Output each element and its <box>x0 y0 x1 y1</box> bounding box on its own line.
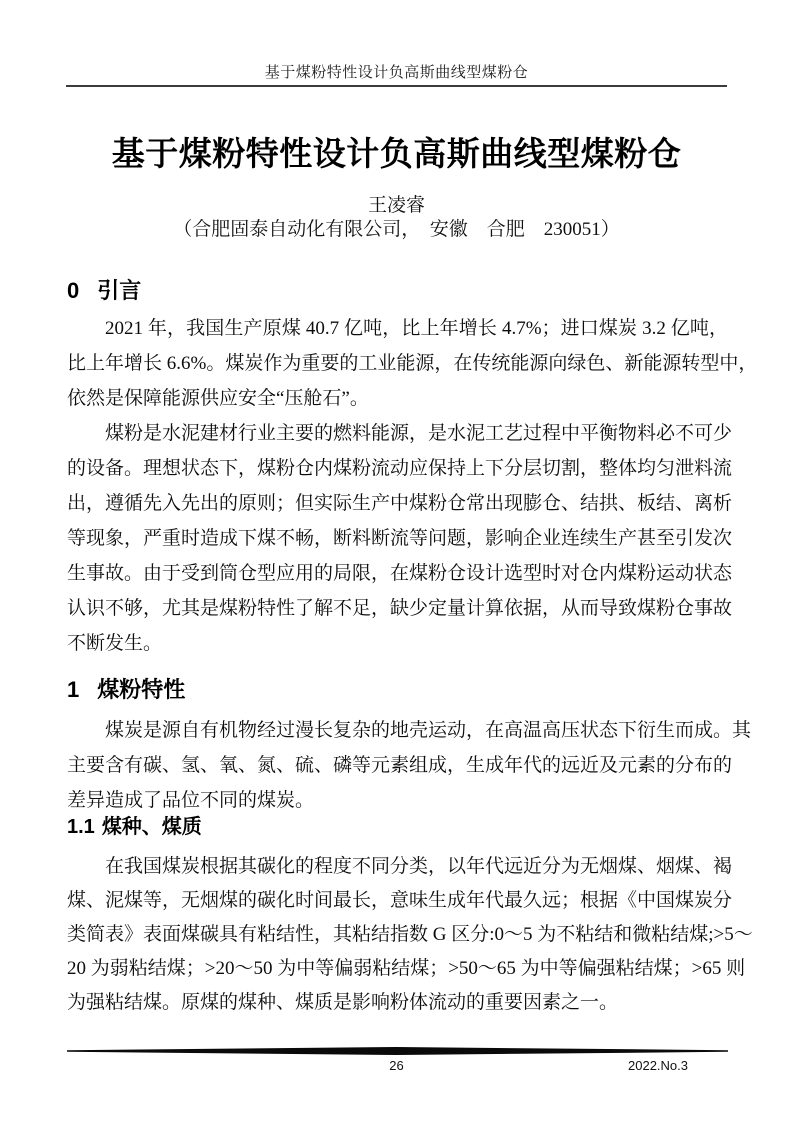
paragraph-line: 依然是保障能源供应安全“压舱石”。 <box>67 388 369 409</box>
section-heading-1 <box>67 678 185 702</box>
section-title: 引言 <box>97 278 142 303</box>
running-title: 基于煤粉特性设计负高斯曲线型煤粉仓 <box>264 65 529 81</box>
paragraph-line: 煤、泥煤等，无烟煤的碳化时间最长，意味生成年代最久远；根据《中国煤炭分 <box>67 890 733 911</box>
section-heading-0 <box>67 279 141 303</box>
section-title: 煤粉特性 <box>97 677 186 702</box>
page-number: 26 <box>389 1058 404 1073</box>
issue-label: 2022.No.3 <box>628 1058 688 1073</box>
paragraph-line: 主要含有碳、氢、氧、氮、硫、磷等元素组成，生成年代的远近及元素的分布的 <box>67 755 733 776</box>
article-title: 基于煤粉特性设计负高斯曲线型煤粉仓 <box>111 135 682 172</box>
paragraph-line: 差异造成了品位不同的煤炭。 <box>67 790 315 811</box>
section-number: 1 <box>67 677 80 702</box>
paragraph-line: 类简表》表面煤碳具有粘结性，其粘结指数 G 区分:0～5 为不粘结和微粘结煤;>5～ <box>67 924 753 945</box>
author-affiliation: （合肥固泰自动化有限公司， 安徽 合肥 230051） <box>173 219 620 240</box>
paragraph-line: 出，遵循先入先出的原则；但实际生产中煤粉仓常出现膨仓、结拱、板结、离析 <box>67 493 733 514</box>
paragraph-intro-1 <box>67 311 758 416</box>
paragraph-line: 不断发生。 <box>67 633 163 654</box>
paragraph-line: 为强粘结煤。原煤的煤种、煤质是影响粉体流动的重要因素之一。 <box>67 992 619 1013</box>
paragraph-line: 煤炭是源自有机物经过漫长复杂的地壳运动，在高温高压状态下衍生而成。其 <box>105 720 752 741</box>
paragraph-line: 生事故。由于受到筒仓型应用的局限，在煤粉仓设计选型时对仓内煤粉运动状态 <box>67 563 733 584</box>
paragraph-section-1 <box>67 713 752 818</box>
footer-tapered-rule <box>67 1047 728 1055</box>
author-name: 王凌睿 <box>367 195 425 216</box>
paragraph-line: 等现象，严重时造成下煤不畅，断料断流等问题，影响企业连续生产甚至引发次 <box>67 528 733 549</box>
paragraph-line: 的设备。理想状态下，煤粉仓内煤粉流动应保持上下分层切割，整体均匀泄料流 <box>67 458 733 479</box>
paragraph-line: 20 为弱粘结煤；>20～50 为中等偏弱粘结煤；>50～65 为中等偏强粘结煤；>65 则 <box>67 958 746 979</box>
section-number: 0 <box>67 278 80 303</box>
paragraph-line: 比上年增长 6.6%。煤炭作为重要的工业能源，在传统能源向绿色、新能源转型中， <box>67 353 758 374</box>
paragraph-line: 在我国煤炭根据其碳化的程度不同分类，以年代远近分为无烟煤、烟煤、褐 <box>105 856 733 877</box>
paragraph-intro-2 <box>67 416 733 661</box>
paragraph-section-1-1 <box>67 850 753 1020</box>
paragraph-line: 煤粉是水泥建材行业主要的燃料能源，是水泥工艺过程中平衡物料必不可少 <box>105 423 733 444</box>
paragraph-line: 2021 年，我国生产原煤 40.7 亿吨，比上年增长 4.7%；进口煤炭 3.2 亿吨， <box>105 318 728 339</box>
section-heading-1-1 <box>67 816 202 838</box>
paragraph-line: 认识不够，尤其是煤粉特性了解不足，缺少定量计算依据，从而导致煤粉仓事故 <box>67 598 733 619</box>
section-number: 1.1 <box>67 816 95 838</box>
header-rule <box>66 85 727 87</box>
section-title: 煤种、煤质 <box>101 816 202 838</box>
